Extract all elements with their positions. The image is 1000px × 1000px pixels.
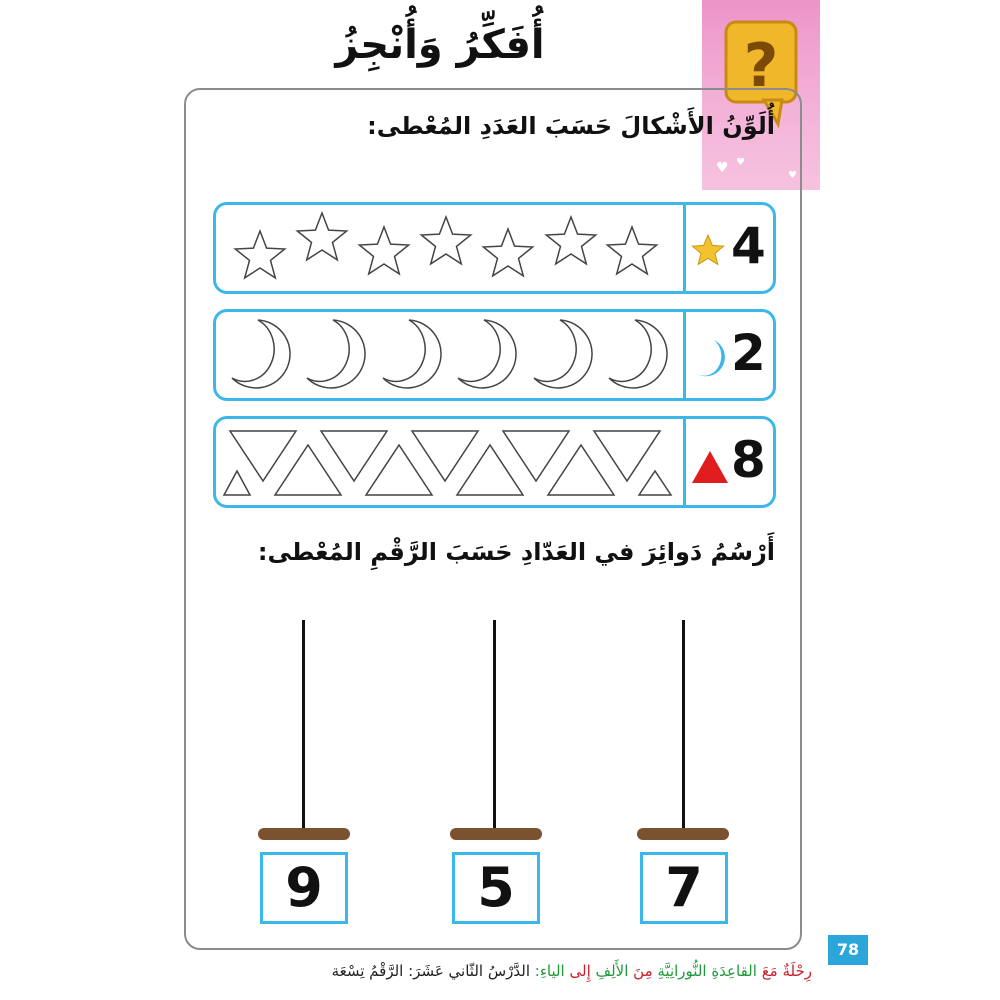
abacus-rod[interactable] <box>682 620 685 832</box>
abacus-number-box: 5 <box>452 852 540 924</box>
triangle-shape <box>366 445 432 495</box>
star-shape <box>421 217 470 264</box>
row-number: 4 <box>731 217 766 275</box>
stars-outline-group[interactable] <box>216 205 681 291</box>
instruction-draw-circles: أَرْسُمُ دَوائِرَ في العَدّادِ حَسَبَ الرَّقْمِ المُعْطى: <box>257 538 775 566</box>
svg-text:?: ? <box>743 31 779 101</box>
page-number: 78 <box>828 935 868 965</box>
abacus-base <box>258 828 350 840</box>
footer-part: رِحْلَةٌ مَعَ <box>761 962 812 980</box>
moon-shape <box>534 320 592 388</box>
svg-text:♥: ♥ <box>716 160 729 176</box>
triangles-outline-group[interactable] <box>216 419 681 505</box>
color-row-triangles <box>213 416 776 508</box>
footer-part: الياءِ: <box>534 962 565 980</box>
star-icon <box>691 233 725 267</box>
star-shape <box>297 213 346 260</box>
color-row-moons <box>213 309 776 401</box>
star-shape <box>607 227 656 274</box>
moon-shape <box>458 320 516 388</box>
triangle-shape <box>224 471 250 495</box>
moon-icon <box>690 338 728 380</box>
triangle-shape <box>321 431 387 481</box>
triangle-shape <box>639 471 671 495</box>
moons-outline-group[interactable] <box>216 312 681 398</box>
instruction-color-shapes: أُلَوِّنُ الأَشْكالَ حَسَبَ العَدَدِ المُعْطى: <box>367 112 775 140</box>
triangle-icon <box>690 449 730 485</box>
svg-text:♥: ♥ <box>736 157 745 168</box>
row-number: 8 <box>731 431 766 489</box>
footer-text <box>332 962 812 980</box>
page-title: أُفَكِّرُ وَأُنْجِزُ <box>335 22 545 68</box>
abacus-rod[interactable] <box>493 620 496 832</box>
abacus-number-box: 9 <box>260 852 348 924</box>
row-divider <box>683 205 686 291</box>
abacus-base <box>637 828 729 840</box>
triangle-shape <box>503 431 569 481</box>
color-row-stars <box>213 202 776 294</box>
triangle-shape <box>275 445 341 495</box>
abacus-base <box>450 828 542 840</box>
footer-part: مِنَ <box>633 962 653 980</box>
triangle-shape <box>548 445 614 495</box>
footer-part: إِلى <box>569 962 591 980</box>
triangle-shape <box>594 431 660 481</box>
row-divider <box>683 419 686 505</box>
abacus-number-box: 7 <box>640 852 728 924</box>
footer-part: القاعِدَةِ النُّورانِيَّةِ <box>657 962 757 980</box>
moon-shape <box>609 320 667 388</box>
row-divider <box>683 312 686 398</box>
moon-shape <box>232 320 290 388</box>
star-shape <box>359 227 408 274</box>
svg-text:♥: ♥ <box>788 170 797 181</box>
footer-part: الأَلِفِ <box>595 962 629 980</box>
star-shape <box>483 229 532 276</box>
abacus-rod[interactable] <box>302 620 305 832</box>
triangle-shape <box>457 445 523 495</box>
star-shape <box>546 217 595 264</box>
triangle-shape <box>412 431 478 481</box>
star-shape <box>235 231 284 278</box>
triangle-shape <box>230 431 296 481</box>
moon-shape <box>383 320 441 388</box>
footer-part: الدَّرْسُ الثّاني عَشَرَ: الرَّقْمُ تِسْعَة <box>331 962 530 980</box>
row-number: 2 <box>731 324 766 382</box>
moon-shape <box>307 320 365 388</box>
